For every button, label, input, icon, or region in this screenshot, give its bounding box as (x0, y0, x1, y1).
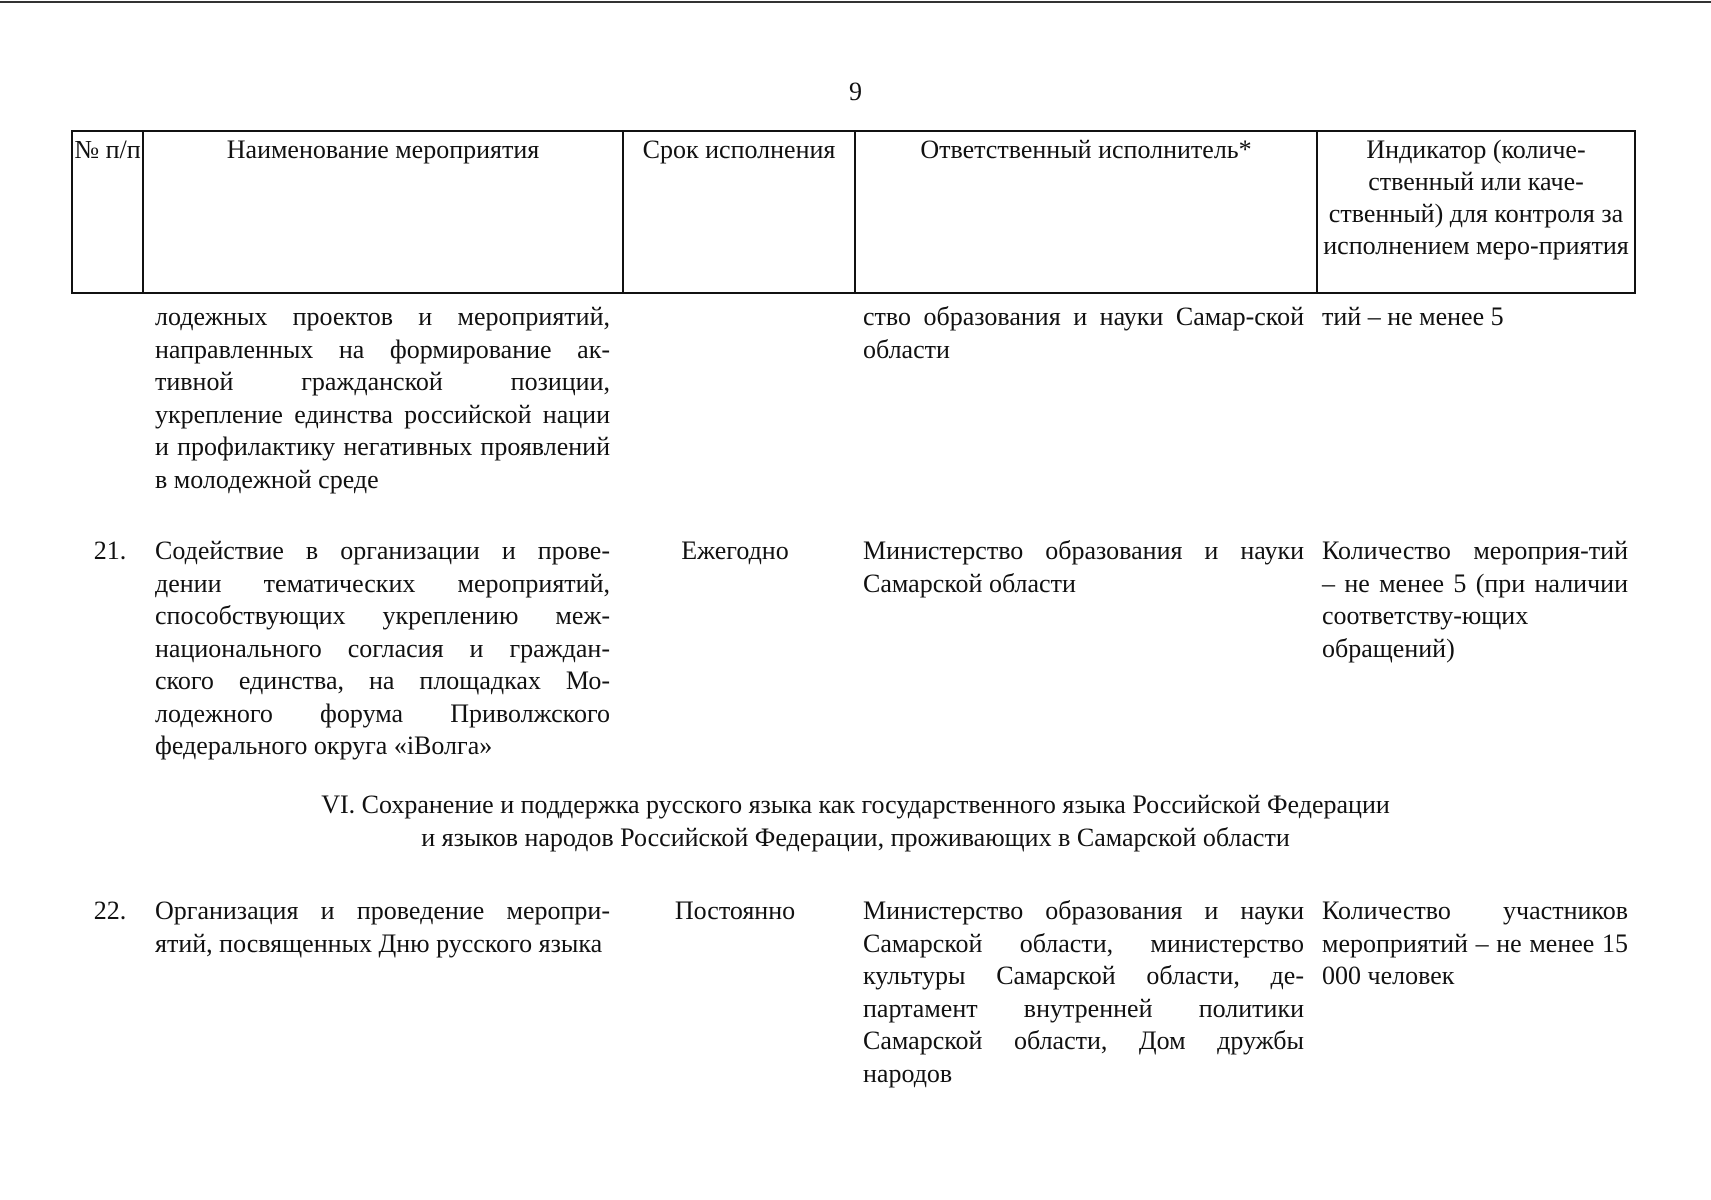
row-21-number: 21. (93, 536, 127, 565)
table-header (71, 130, 1636, 294)
header-name: Наименование мероприятия (142, 132, 622, 292)
continued-responsible: ство образования и науки Самар-ской области (863, 302, 1304, 364)
row-22-number: 22. (93, 896, 127, 925)
page-number: 9 (849, 77, 862, 106)
header-responsible: Ответственный исполнитель* (854, 132, 1316, 292)
row-21-indicator: Количество мероприя-тий – не менее 5 (при наличии соответству-ющих обращений) (1322, 536, 1628, 663)
row-21-responsible: Министерство образования и науки Самарской области (863, 536, 1304, 598)
row-21-term: Ежегодно (681, 536, 789, 565)
header-number: № п/п (74, 135, 141, 164)
section-title-line-1: VI. Сохранение и поддержка русского языка как государственного языка Российской Федерации (321, 790, 1390, 819)
row-21-name: Содействие в организации и прове-дении тематических мероприятий, способствующих укреплению меж-национального согласия и граждан-ского единства, на площадках Мо-лодежного форума Приволжского федерального округа «iВолга» (155, 536, 610, 760)
section-title-line-2: и языков народов Российской Федерации, проживающих в Самарской области (421, 822, 1290, 852)
row-22-indicator: Количество участников мероприятий – не менее 15 000 человек (1322, 896, 1628, 990)
top-border-line (0, 1, 1711, 3)
continued-name: лодежных проектов и мероприятий, направленных на формирование ак-тивной гражданской позиции, укрепление единства российской нации и профилактику негативных проявлений в молодежной среде (155, 302, 610, 494)
row-22-responsible: Министерство образования и науки Самарской области, министерство культуры Самарской области, де-партамент внутренней политики Самарской области, Дом дружбы народов (863, 896, 1304, 1088)
row-22-term: Постоянно (674, 896, 796, 925)
section-title (0, 789, 1711, 854)
header-indicator: Индикатор (количе-ственный или каче-ственный) для контроля за исполнением меро-приятия (1316, 132, 1634, 292)
row-22-name: Организация и проведение меропри-ятий, посвященных Дню русского языка (155, 896, 610, 958)
continued-indicator: тий – не менее 5 (1322, 302, 1504, 331)
header-term: Срок исполнения (622, 132, 854, 292)
